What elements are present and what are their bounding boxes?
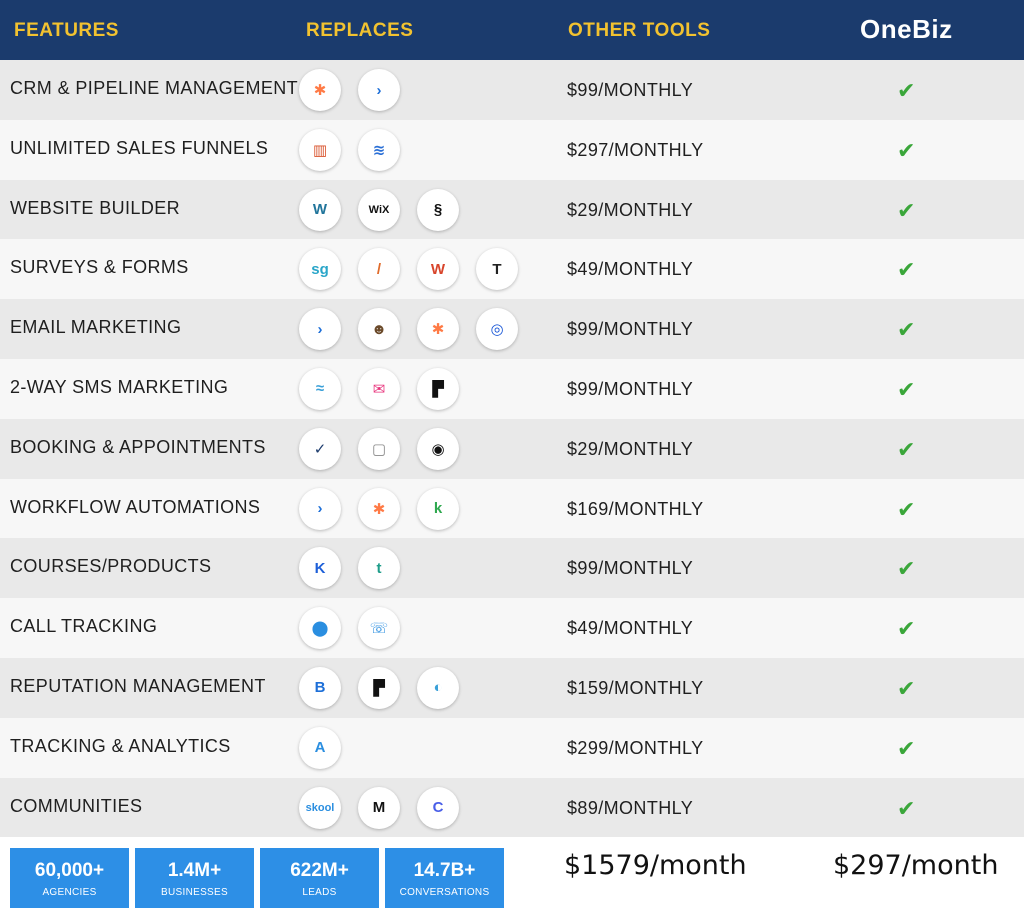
pencil-icon: /: [358, 248, 400, 290]
squarespace-icon: §: [417, 189, 459, 231]
stat-box: [10, 848, 129, 908]
clickfunnels-icon: ▥: [299, 129, 341, 171]
stat-label: AGENCIES: [42, 887, 97, 898]
feature-label: CRM & PIPELINE MANAGEMENT: [10, 78, 299, 98]
replaced-tools: [299, 488, 459, 530]
other-tools-price: $299/MONTHLY: [567, 737, 704, 758]
feature-label: 2-WAY SMS MARKETING: [10, 376, 229, 397]
feature-label: BOOKING & APPOINTMENTS: [10, 436, 266, 457]
table-row: [0, 598, 1024, 658]
teachable-icon: t: [358, 547, 400, 589]
replaced-tools: [299, 607, 400, 649]
total-brand: $297/month: [833, 850, 999, 881]
replaced-tools: [299, 428, 459, 470]
mighty-icon: M: [358, 787, 400, 829]
feature-label: TRACKING & ANALYTICS: [10, 735, 231, 756]
stacked-chevrons-icon: ≈: [299, 368, 341, 410]
mailchimp-icon: ☻: [358, 308, 400, 350]
check-icon: ✔: [897, 197, 916, 223]
other-tools-price: $29/MONTHLY: [567, 199, 694, 220]
podium-icon: ▛: [417, 368, 459, 410]
check-circle-icon: ✓: [299, 428, 341, 470]
check-icon: ✔: [897, 137, 916, 163]
stat-number: 1.4M+: [167, 860, 222, 881]
skool-icon: skool: [299, 787, 341, 829]
check-icon: ✔: [897, 675, 916, 701]
table-row: [0, 359, 1024, 419]
check-icon: ✔: [897, 436, 916, 462]
replaced-tools: [299, 787, 459, 829]
check-icon: ✔: [897, 556, 916, 582]
activecampaign-icon: ›: [358, 69, 400, 111]
header-replaces: REPLACES: [306, 20, 414, 41]
podium-icon: ▛: [358, 667, 400, 709]
replaced-tools: [299, 667, 459, 709]
total-other-tools: $1579/month: [564, 850, 747, 881]
wordpress-icon: W: [299, 189, 341, 231]
stat-box: [260, 848, 379, 908]
activecampaign-icon: ›: [299, 488, 341, 530]
stat-box: [385, 848, 504, 908]
wix-icon: WiX: [358, 189, 400, 231]
analytics-icon: A: [299, 727, 341, 769]
feature-label: SURVEYS & FORMS: [10, 257, 189, 278]
map-pin-icon: ⬤: [299, 607, 341, 649]
other-tools-price: $99/MONTHLY: [567, 319, 694, 340]
replaced-tools: [299, 727, 341, 769]
table-row: [0, 658, 1024, 718]
table-row: [0, 120, 1024, 180]
keap-icon: k: [417, 488, 459, 530]
check-icon: ✔: [897, 496, 916, 522]
other-tools-price: $99/MONTHLY: [567, 80, 694, 100]
birdeye-icon: B: [299, 667, 341, 709]
check-icon: ✔: [897, 78, 916, 103]
typeform-icon: T: [476, 248, 518, 290]
calendar-icon: ▢: [358, 428, 400, 470]
stat-label: LEADS: [302, 887, 337, 898]
hubspot-icon: ✱: [358, 488, 400, 530]
table-row: [0, 239, 1024, 299]
table-row: [0, 60, 1024, 120]
replaced-tools: [299, 189, 459, 231]
comparison-table: [0, 60, 1024, 837]
yext-icon: ◐: [417, 667, 459, 709]
feature-label: CALL TRACKING: [10, 616, 158, 637]
feature-label: WORKFLOW AUTOMATIONS: [10, 496, 261, 517]
header-brand: OneBiz: [860, 14, 953, 44]
table-row: [0, 479, 1024, 539]
check-icon: ✔: [897, 257, 916, 283]
other-tools-price: $49/MONTHLY: [567, 259, 694, 280]
stats-bar: [10, 848, 504, 908]
surveygizmo-icon: sg: [299, 248, 341, 290]
table-row: [0, 299, 1024, 359]
replaced-tools: [299, 69, 400, 111]
replaced-tools: [299, 368, 459, 410]
feature-label: UNLIMITED SALES FUNNELS: [10, 137, 269, 158]
feature-label: REPUTATION MANAGEMENT: [10, 675, 266, 696]
other-tools-price: $99/MONTHLY: [567, 378, 694, 399]
table-row: [0, 180, 1024, 240]
hubspot-icon: ✱: [417, 308, 459, 350]
activecampaign-icon: ›: [299, 308, 341, 350]
replaced-tools: [299, 547, 400, 589]
wufoo-icon: W: [417, 248, 459, 290]
other-tools-price: $29/MONTHLY: [567, 438, 694, 459]
hubspot-icon: ✱: [299, 69, 341, 111]
feature-label: EMAIL MARKETING: [10, 317, 182, 338]
replaced-tools: [299, 129, 400, 171]
check-icon: ✔: [897, 376, 916, 402]
stat-number: 14.7B+: [413, 860, 476, 881]
stat-label: BUSINESSES: [161, 887, 228, 898]
other-tools-price: $49/MONTHLY: [567, 618, 694, 639]
acuity-icon: ◉: [417, 428, 459, 470]
other-tools-price: $297/MONTHLY: [567, 139, 704, 160]
circle-icon: C: [417, 787, 459, 829]
stat-number: 622M+: [290, 860, 349, 881]
other-tools-price: $99/MONTHLY: [567, 558, 694, 579]
check-icon: ✔: [897, 317, 916, 343]
feature-label: COMMUNITIES: [10, 795, 143, 816]
replaced-tools: [299, 248, 518, 290]
feature-label: COURSES/PRODUCTS: [10, 556, 212, 577]
other-tools-price: $89/MONTHLY: [567, 797, 694, 818]
other-tools-price: $159/MONTHLY: [567, 677, 704, 698]
replaced-tools: [299, 308, 518, 350]
table-row: [0, 419, 1024, 479]
header-features: FEATURES: [14, 20, 119, 41]
callrail-icon: ☏: [358, 607, 400, 649]
table-row: [0, 718, 1024, 778]
kajabi-icon: K: [299, 547, 341, 589]
constant-contact-icon: ◎: [476, 308, 518, 350]
check-icon: ✔: [897, 795, 916, 821]
feature-label: WEBSITE BUILDER: [10, 197, 181, 218]
table-header: [0, 0, 1024, 60]
header-other-tools: OTHER TOOLS: [568, 20, 711, 41]
envelope-icon: ✉: [358, 368, 400, 410]
table-row: [0, 538, 1024, 598]
stat-box: [135, 848, 254, 908]
stat-number: 60,000+: [34, 860, 105, 881]
table-row: [0, 778, 1024, 838]
layers-icon: ≋: [358, 129, 400, 171]
other-tools-price: $169/MONTHLY: [567, 498, 704, 519]
check-icon: ✔: [897, 616, 916, 642]
stat-label: CONVERSATIONS: [399, 887, 490, 898]
check-icon: ✔: [897, 735, 916, 761]
